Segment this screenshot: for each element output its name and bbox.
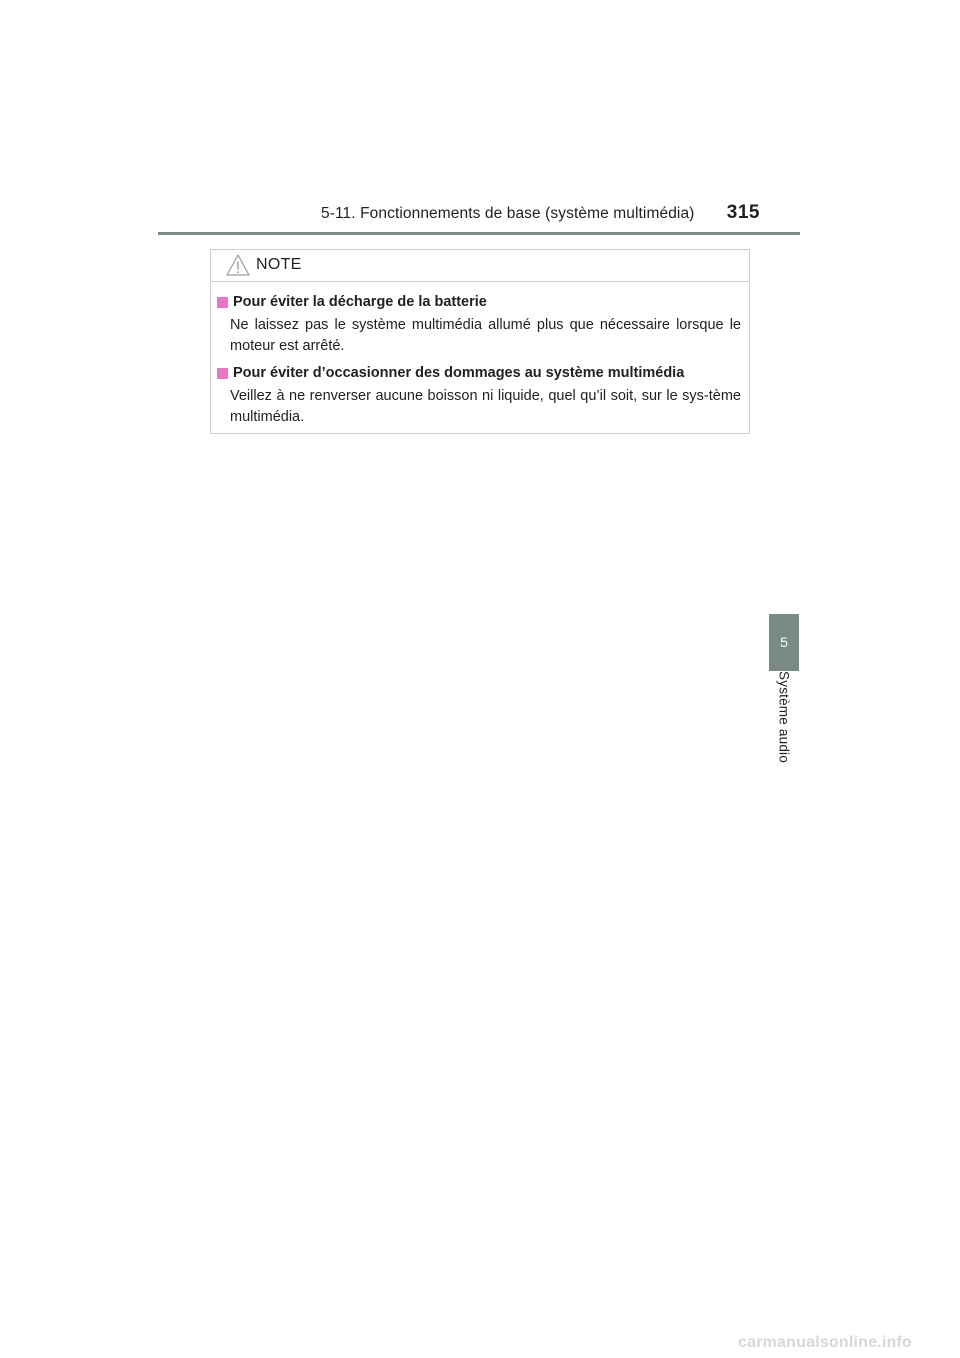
- note-item-heading: [217, 363, 741, 383]
- note-item: [217, 363, 741, 428]
- section-title: 5-11. Fonctionnements de base (système multimédia): [321, 205, 695, 222]
- note-item-heading-text: Pour éviter la décharge de la batterie: [233, 294, 487, 310]
- note-box: [210, 249, 750, 434]
- note-item-heading: [217, 292, 741, 312]
- chapter-label: Système audio: [776, 671, 792, 763]
- watermark: carmanualsonline.info: [738, 1334, 913, 1351]
- square-bullet-icon: [217, 368, 228, 379]
- note-item-heading-text: Pour éviter d’occasionner des dommages au système multimédia: [233, 365, 685, 381]
- header-divider: [158, 232, 800, 235]
- note-header: [211, 250, 749, 282]
- chapter-tab: 5: [769, 614, 799, 671]
- warning-triangle-icon: [225, 253, 251, 277]
- note-item-text: Ne laissez pas le système multimédia allumé plus que nécessaire lorsque le moteur est arrêté.: [230, 317, 741, 354]
- note-item-text: Veillez à ne renverser aucune boisson ni liquide, quel qu’il soit, sur le sys-tème multimédia.: [230, 388, 741, 425]
- page-header: [158, 199, 800, 235]
- page-number: 315: [726, 202, 760, 223]
- note-body: [217, 292, 741, 434]
- square-bullet-icon: [217, 297, 228, 308]
- note-title: NOTE: [256, 256, 302, 273]
- note-item: [217, 292, 741, 357]
